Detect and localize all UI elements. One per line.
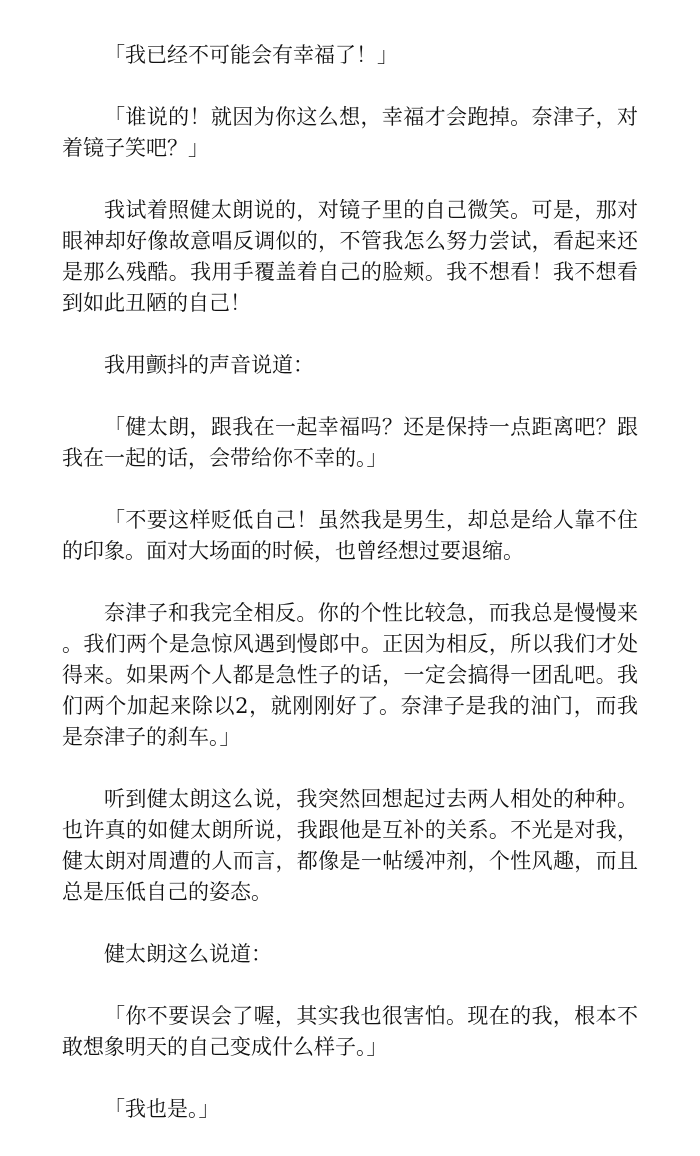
paragraph: 「谁说的！就因为你这么想，幸福才会跑掉。奈津子，对着镜子笑吧？」 xyxy=(62,105,638,160)
paragraph: 我用颤抖的声音说道： xyxy=(104,353,314,377)
paragraph: 「我也是。」 xyxy=(104,1097,220,1121)
paragraph: 奈津子和我完全相反。你的个性比较急，而我总是慢慢来。我们两个是急惊风遇到慢郎中。正因为相反，所以我们才处得来。如果两个人都是急性子的话，一定会搞得一团乱吧。我们两个加起来除以2，就刚刚好了。奈津子是我的油门，而我是奈津子的刹车。」 xyxy=(62,601,638,749)
document-body xyxy=(62,40,638,1156)
paragraph: 听到健太朗这么说，我突然回想起过去两人相处的种种。也许真的如健太朗所说，我跟他是互补的关系。不光是对我，健太朗对周遭的人而言，都像是一帖缓冲剂，个性风趣，而且总是压低自己的姿态。 xyxy=(62,787,638,904)
paragraph: 健太朗这么说道： xyxy=(104,942,272,966)
paragraph: 「健太朗，跟我在一起幸福吗？还是保持一点距离吧？跟我在一起的话，会带给你不幸的。」 xyxy=(62,415,638,470)
paragraph: 「不要这样贬低自己！虽然我是男生，却总是给人靠不住的印象。面对大场面的时候，也曾经想过要退缩。 xyxy=(62,508,638,563)
paragraph: 「你不要误会了喔，其实我也很害怕。现在的我，根本不敢想象明天的自己变成什么样子。」 xyxy=(62,1004,638,1059)
paragraph: 「我已经不可能会有幸福了！」 xyxy=(104,43,398,67)
paragraph: 我试着照健太朗说的，对镜子里的自己微笑。可是，那对眼神却好像故意唱反调似的，不管我怎么努力尝试，看起来还是那么残酷。我用手覆盖着自己的脸颊。我不想看！我不想看到如此丑陋的自己！ xyxy=(62,198,638,315)
